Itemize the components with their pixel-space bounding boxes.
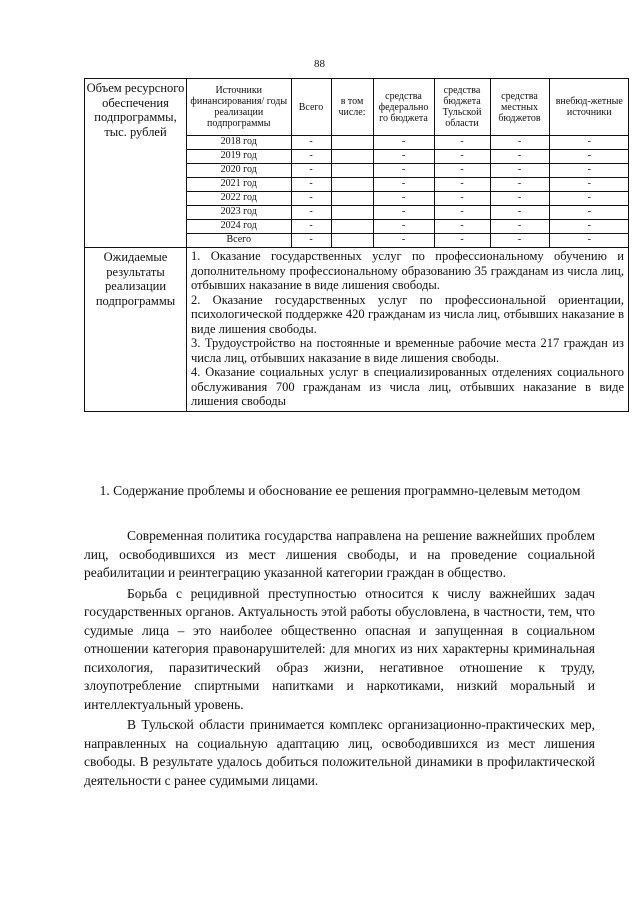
including-cell <box>331 178 373 192</box>
local-cell: - <box>490 234 549 248</box>
regional-cell: - <box>434 234 490 248</box>
body-text <box>84 527 595 792</box>
including-cell <box>331 234 373 248</box>
paragraph: В Тульской области принимается комплекс организационно-практических мер, направленных на социальную адаптацию лиц, освободившихся из мест лишения свободы. В результате удалось добиться положительной динамики в профилактической деятельности с ранее судимыми лицами. <box>84 717 595 788</box>
result-item: 2. Оказание государственных услуг по профессиональной ориентации, психологической поддержке 420 гражданам из числа лиц, отбывших наказание в виде лишения свободы. <box>191 292 624 336</box>
extrabudgetary-cell: - <box>549 164 629 178</box>
results-label: Ожидаемые результаты реализации подпрограммы <box>85 248 187 412</box>
including-cell <box>331 192 373 206</box>
paragraph: Современная политика государства направлена на решение важнейших проблем лиц, освободившихся из мест лишения свободы, и на проведение социальной реабилитации и реинтеграцию указанной категории граждан в общество. <box>84 528 595 580</box>
year-cell: 2023 год <box>187 206 291 220</box>
including-cell <box>331 136 373 150</box>
year-cell: 2018 год <box>187 136 291 150</box>
table-row <box>187 234 629 248</box>
regional-cell: - <box>434 192 490 206</box>
table-row <box>187 220 629 234</box>
federal-cell: - <box>373 150 434 164</box>
extrabudgetary-cell: - <box>549 178 629 192</box>
federal-cell: - <box>373 234 434 248</box>
header-source: Источники финансирования/ годы реализации подпрограммы <box>187 79 291 136</box>
including-cell <box>331 206 373 220</box>
total-cell: - <box>291 136 331 150</box>
total-cell: - <box>291 220 331 234</box>
header-federal: средства федерально го бюджета <box>373 79 434 136</box>
table-row <box>187 164 629 178</box>
including-cell <box>331 164 373 178</box>
result-item: 3. Трудоустройство на постоянные и временные рабочие места 217 граждан из числа лиц, отбывших наказание в виде лишения свободы. <box>191 336 624 365</box>
table-row <box>187 192 629 206</box>
table-row <box>187 150 629 164</box>
local-cell: - <box>490 220 549 234</box>
funding-label: Объем ресурсного обеспечения подпрограммы, тыс. рублей <box>85 79 187 248</box>
section-heading: 1. Содержание проблемы и обоснование ее решения программно-целевым методом <box>99 483 581 498</box>
extrabudgetary-cell: - <box>549 136 629 150</box>
header-regional: средства бюджета Тульской области <box>434 79 490 136</box>
table-row <box>187 206 629 220</box>
result-item: 4. Оказание социальных услуг в специализированных отделениях социального обслуживания 700 гражданам из числа лиц, отбывших наказание в виде лишения свободы <box>191 365 624 408</box>
year-cell: 2022 год <box>187 192 291 206</box>
paragraph: Борьба с рецидивной преступностью относится к числу важнейших задач государственных органов. Актуальность этой работы обусловлена, в частности, тем, что судимые лица – это наиболее общественно опасная и запущенная в социальном отношении категория правонарушителей: для многих из них характерны криминальная психология, паразитический образ жизни, негативное отношение к труду, злоупотребление спиртными напитками и наркотиками, низкий моральный и интеллектуальный уровень. <box>84 585 595 712</box>
local-cell: - <box>490 136 549 150</box>
total-cell: - <box>291 164 331 178</box>
year-cell: 2021 год <box>187 178 291 192</box>
federal-cell: - <box>373 192 434 206</box>
local-cell: - <box>490 206 549 220</box>
regional-cell: - <box>434 136 490 150</box>
federal-cell: - <box>373 206 434 220</box>
local-cell: - <box>490 192 549 206</box>
federal-cell: - <box>373 178 434 192</box>
extrabudgetary-cell: - <box>549 192 629 206</box>
funding-header-row <box>187 79 629 136</box>
year-cell: 2024 год <box>187 220 291 234</box>
including-cell <box>331 150 373 164</box>
extrabudgetary-cell: - <box>549 234 629 248</box>
subprogram-passport-table <box>84 78 629 412</box>
federal-cell: - <box>373 164 434 178</box>
total-cell: - <box>291 150 331 164</box>
including-cell <box>331 220 373 234</box>
total-cell: - <box>291 234 331 248</box>
total-cell: - <box>291 206 331 220</box>
header-total: Всего <box>291 79 331 136</box>
page-number: 88 <box>314 58 325 70</box>
header-including: в том числе: <box>331 79 373 136</box>
funding-table <box>187 79 629 247</box>
regional-cell: - <box>434 220 490 234</box>
results-cell <box>187 248 629 412</box>
total-cell: - <box>291 178 331 192</box>
regional-cell: - <box>434 178 490 192</box>
year-cell: 2019 год <box>187 150 291 164</box>
table-row <box>187 178 629 192</box>
regional-cell: - <box>434 164 490 178</box>
local-cell: - <box>490 164 549 178</box>
header-local: средства местных бюджетов <box>490 79 549 136</box>
local-cell: - <box>490 178 549 192</box>
regional-cell: - <box>434 150 490 164</box>
federal-cell: - <box>373 136 434 150</box>
header-extrabudgetary: внебюд-жетные источники <box>549 79 629 136</box>
year-cell: Всего <box>187 234 291 248</box>
year-cell: 2020 год <box>187 164 291 178</box>
result-item: 1. Оказание государственных услуг по профессиональному обучению и дополнительному профессиональному образованию 35 гражданам из числа лиц, отбывших наказание в виде лишения свободы. <box>191 249 624 292</box>
total-cell: - <box>291 192 331 206</box>
local-cell: - <box>490 150 549 164</box>
regional-cell: - <box>434 206 490 220</box>
table-row <box>187 136 629 150</box>
federal-cell: - <box>373 220 434 234</box>
extrabudgetary-cell: - <box>549 206 629 220</box>
extrabudgetary-cell: - <box>549 150 629 164</box>
extrabudgetary-cell: - <box>549 220 629 234</box>
